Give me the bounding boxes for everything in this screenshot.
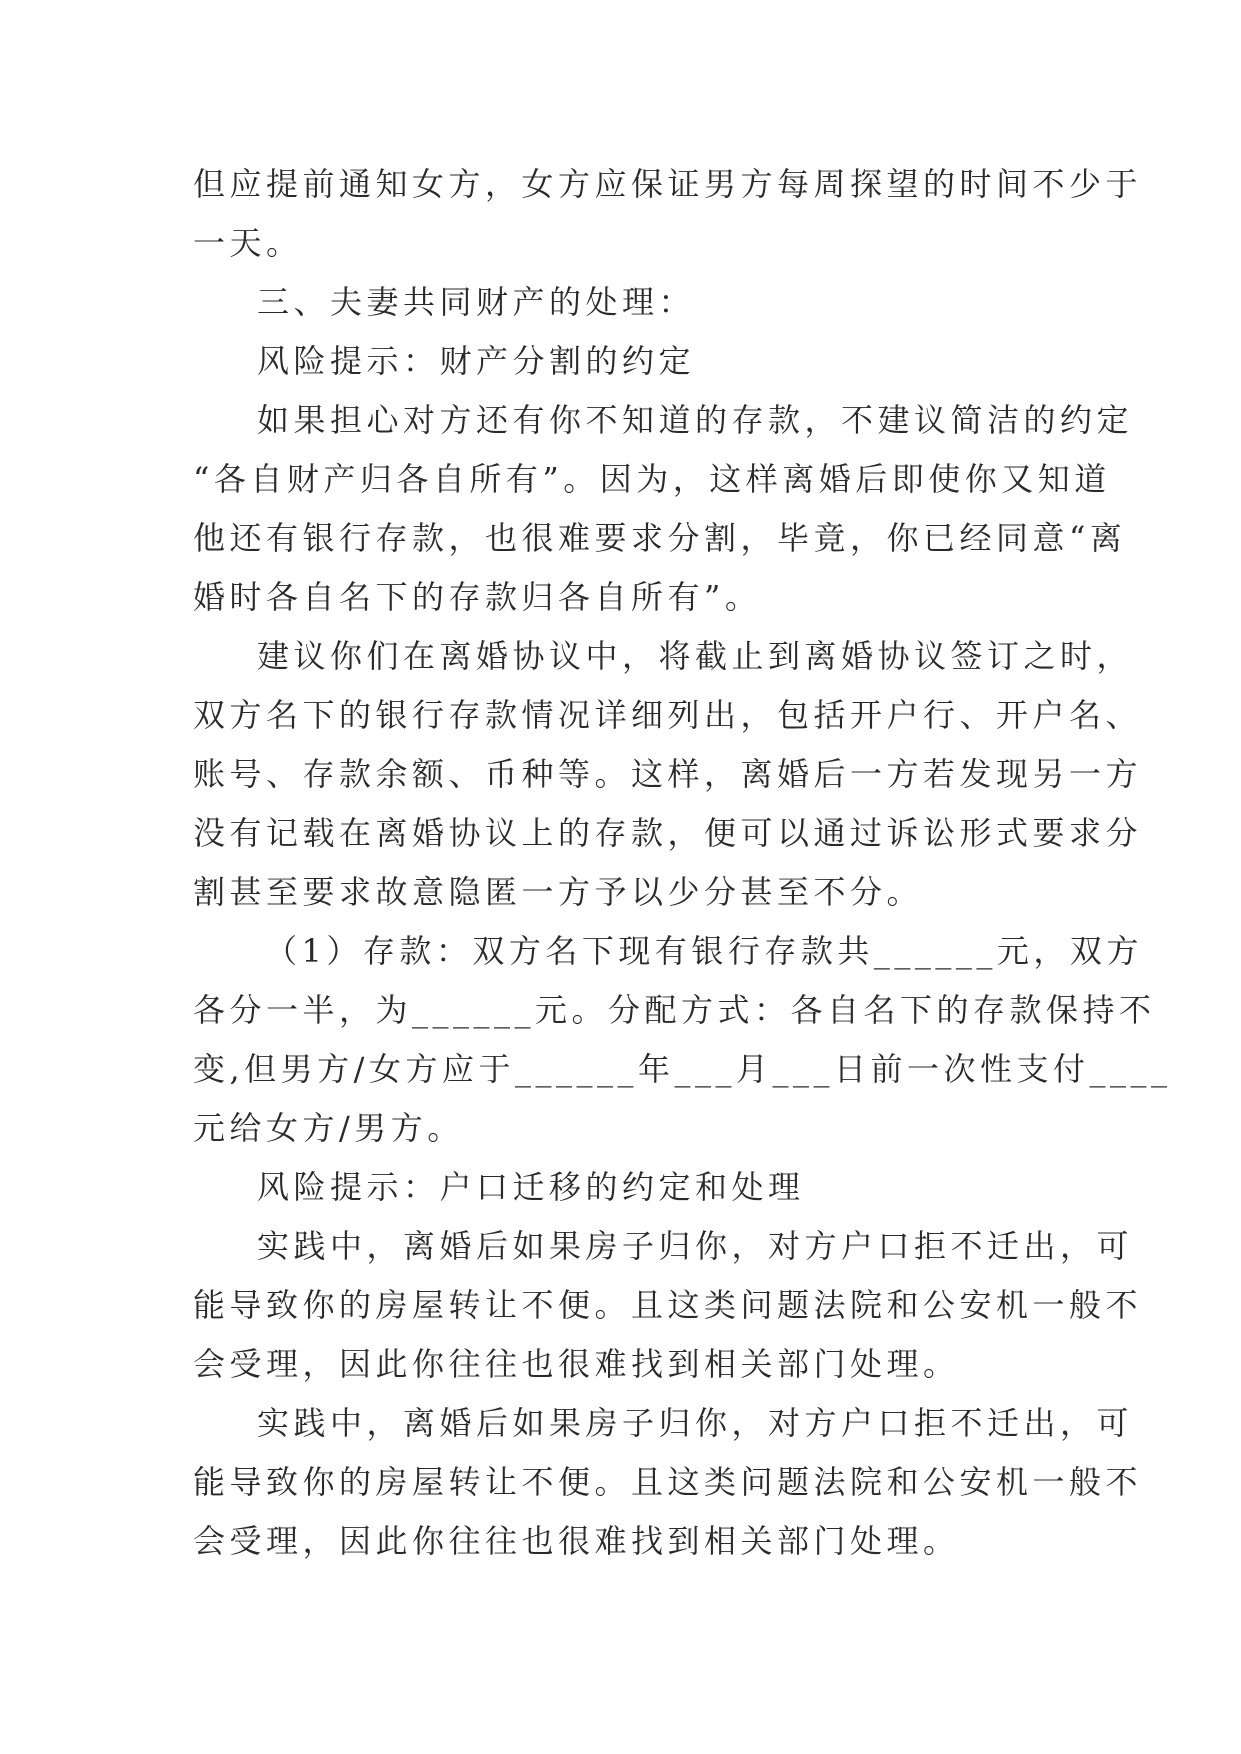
text-line: 一天。 — [193, 224, 303, 262]
text-line: 能导致你的房屋转让不便。且这类问题法院和公安机一般不 — [193, 1286, 1143, 1324]
section-heading: 三、夫妻共同财产的处理： — [257, 283, 696, 321]
risk-tip-heading: 风险提示：财产分割的约定 — [257, 342, 696, 380]
text-line: 但应提前通知女方，女方应保证男方每周探望的时间不少于 — [193, 165, 1143, 203]
text-line: 会受理，因此你往往也很难找到相关部门处理。 — [193, 1522, 960, 1560]
text-line: 如果担心对方还有你不知道的存款，不建议简洁的约定 — [257, 401, 1134, 439]
text-line: 能导致你的房屋转让不便。且这类问题法院和公安机一般不 — [193, 1463, 1143, 1501]
text-line: 会受理，因此你往往也很难找到相关部门处理。 — [193, 1345, 960, 1383]
text-line: 割甚至要求故意隐匿一方予以少分甚至不分。 — [193, 873, 924, 911]
text-line: 没有记载在离婚协议上的存款，便可以通过诉讼形式要求分 — [193, 814, 1143, 852]
text-line: 变,但男方/女方应于______年___月___日前一次性支付____ — [193, 1050, 1172, 1088]
text-line: 元给女方/男方。 — [193, 1109, 464, 1147]
text-line: 建议你们在离婚协议中，将截止到离婚协议签订之时， — [257, 637, 1134, 675]
document-body — [193, 155, 1172, 1571]
text-line: “各自财产归各自所有”。因为，这样离婚后即使你又知道 — [193, 460, 1111, 498]
text-line: 他还有银行存款，也很难要求分割，毕竟，你已经同意“离 — [193, 519, 1127, 557]
deposit-clause: （1）存款：双方名下现有银行存款共______元，双方 — [265, 932, 1143, 970]
text-line: 各分一半，为______元。分配方式：各自名下的存款保持不 — [193, 991, 1156, 1029]
text-line: 实践中，离婚后如果房子归你，对方户口拒不迁出，可 — [257, 1404, 1134, 1442]
text-line: 双方名下的银行存款情况详细列出，包括开户行、开户名、 — [193, 696, 1143, 734]
text-line: 婚时各自名下的存款归各自所有”。 — [193, 578, 762, 616]
risk-tip-heading: 风险提示：户口迁移的约定和处理 — [257, 1168, 805, 1206]
text-line: 账号、存款余额、币种等。这样，离婚后一方若发现另一方 — [193, 755, 1143, 793]
text-line: 实践中，离婚后如果房子归你，对方户口拒不迁出，可 — [257, 1227, 1134, 1265]
